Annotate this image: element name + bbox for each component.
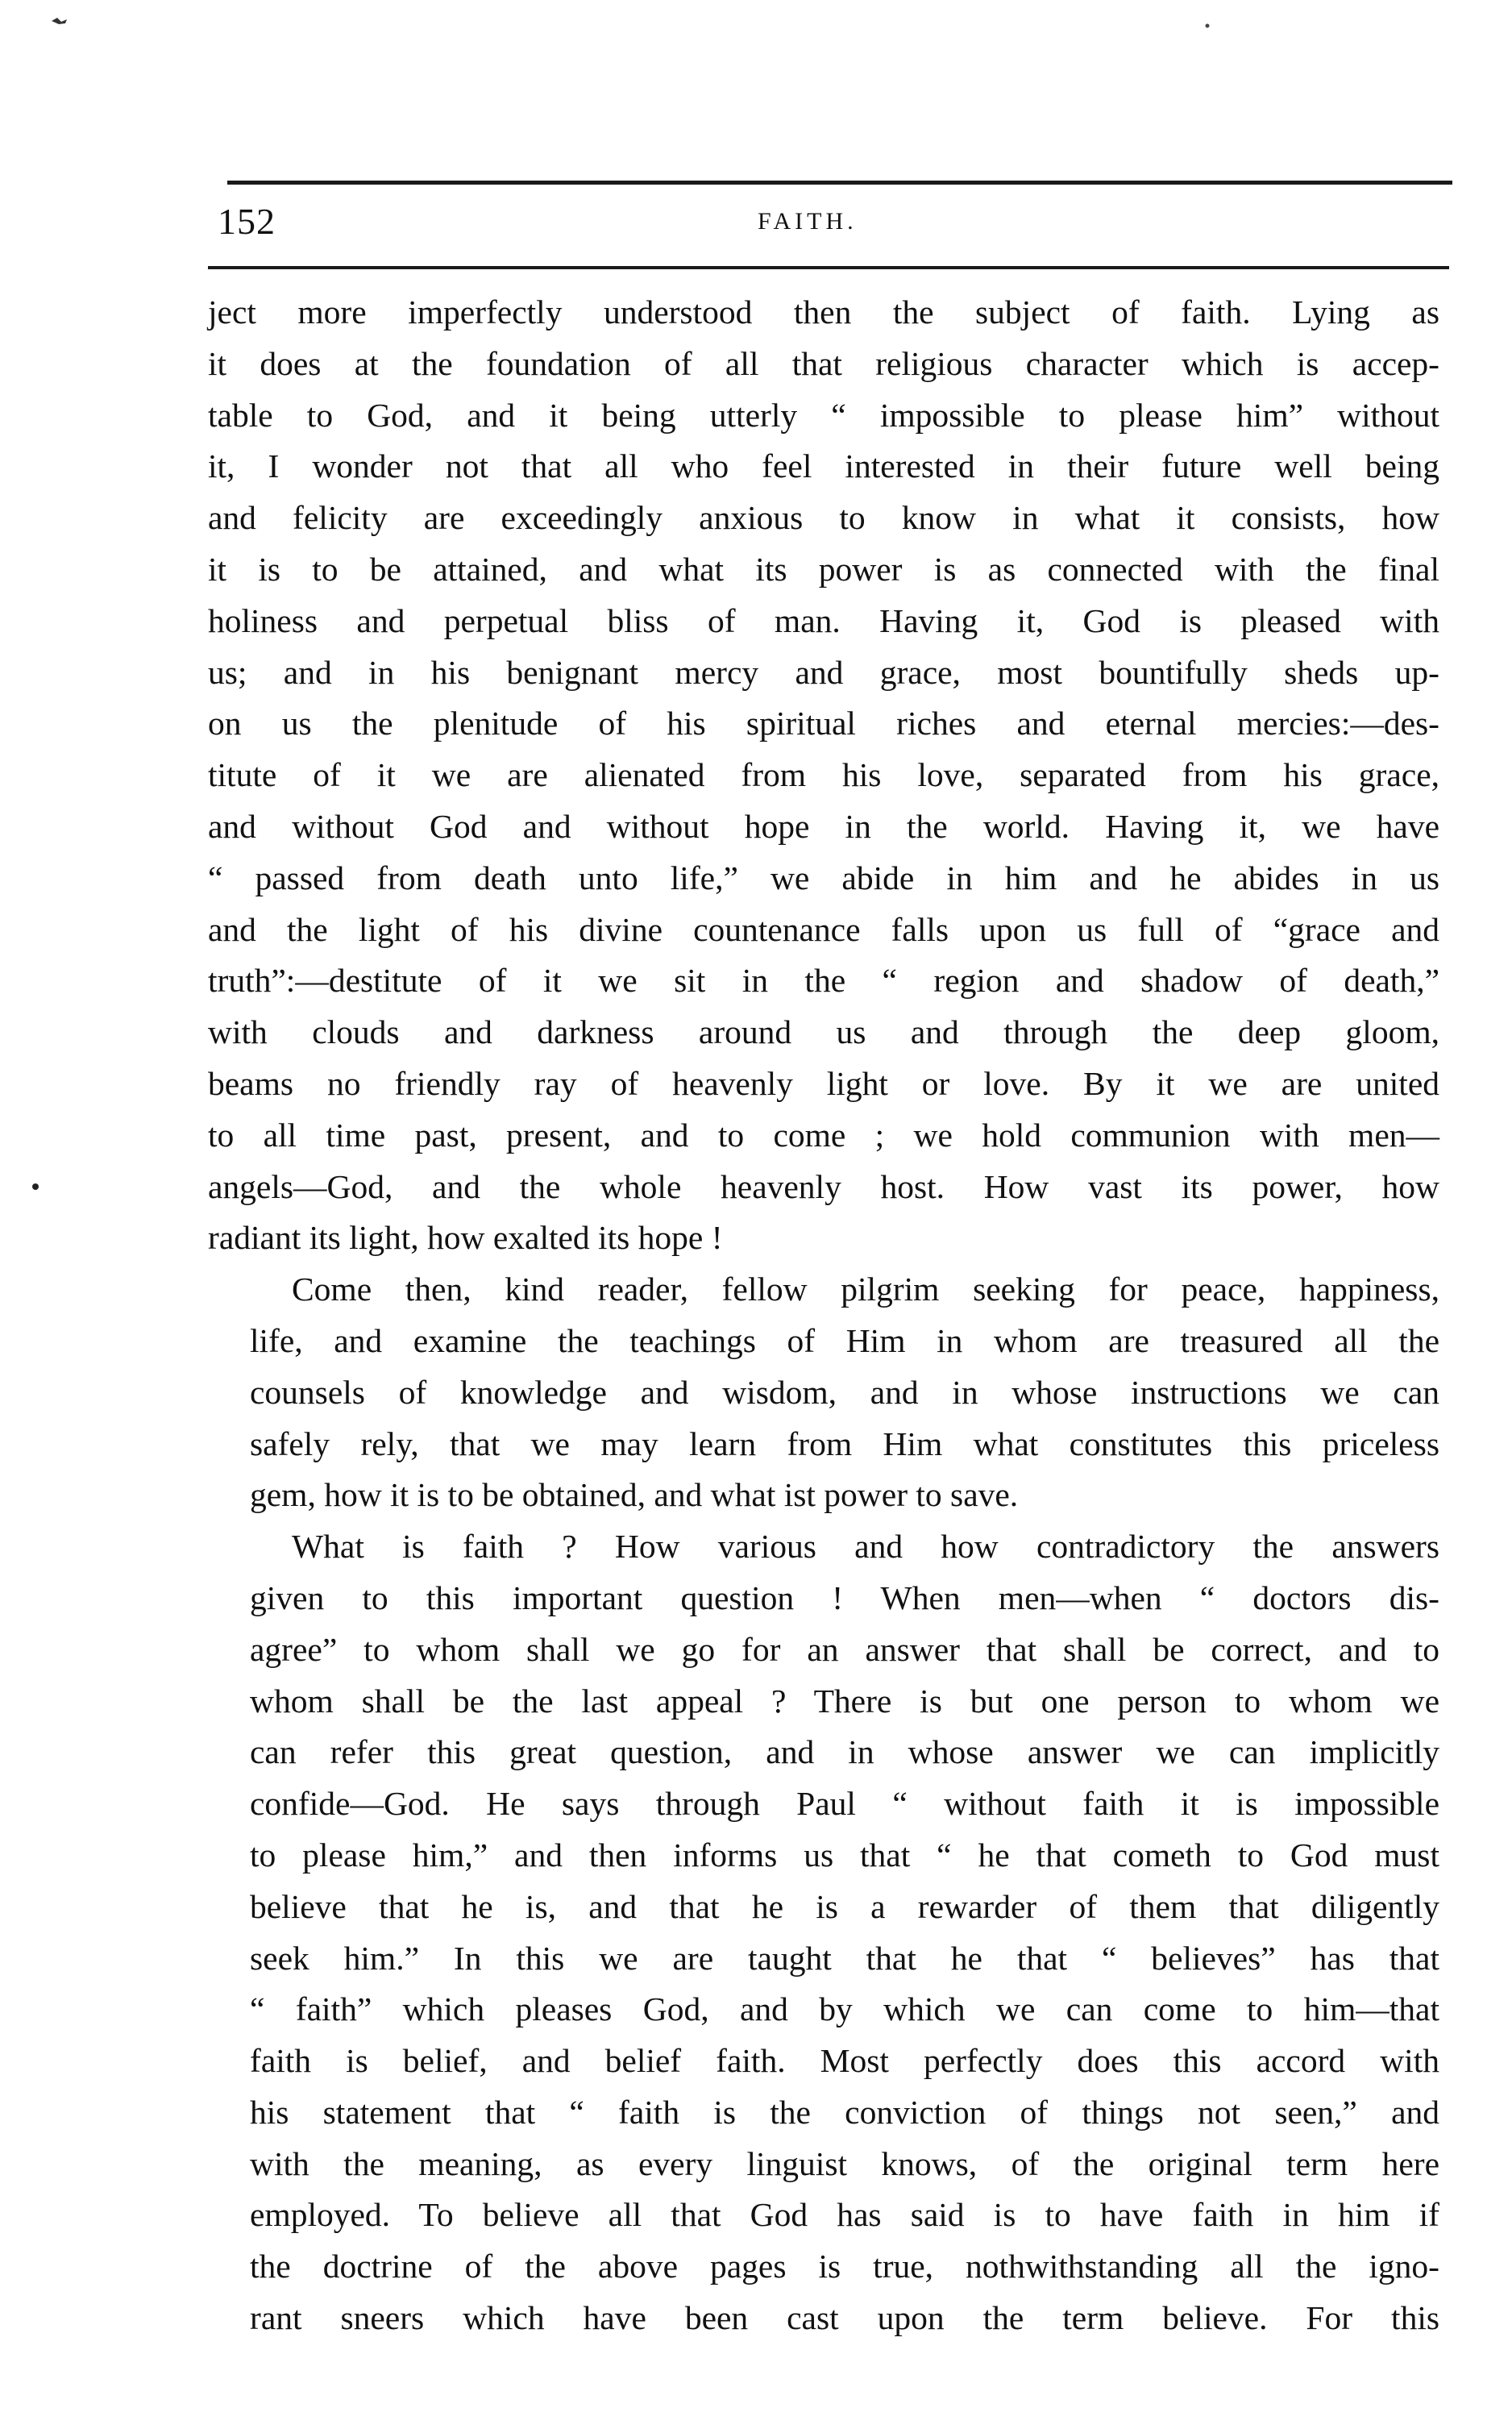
text-line: ject more imperfectly understood then the subject of faith. Lying as bbox=[208, 293, 1439, 331]
ink-speck-top-right bbox=[1204, 23, 1211, 29]
text-line: given to this important question ! When men—when “ doctors dis- bbox=[250, 1578, 1439, 1616]
paragraph-3 bbox=[208, 1521, 1439, 2344]
text-line: rant sneers which have been cast upon the term believe. For this bbox=[250, 2299, 1439, 2337]
text-line: radiant its light, how exalted its hope ! bbox=[208, 1219, 723, 1257]
header-rule-top bbox=[227, 181, 1452, 185]
text-line: believe that he is, and that he is a rewarder of them that diligently bbox=[250, 1887, 1439, 1925]
text-line: with the meaning, as every linguist knows, of the original term here bbox=[250, 2144, 1439, 2182]
text-line: to please him,” and then informs us that “ he that cometh to God must bbox=[250, 1836, 1439, 1874]
text-line: What is faith ? How various and how contradictory the answers bbox=[292, 1528, 1439, 1566]
paragraph-2 bbox=[208, 1264, 1439, 1521]
text-line: titute of it we are alienated from his love, separated from his grace, bbox=[208, 756, 1439, 794]
text-line: and felicity are exceedingly anxious to know in what it consists, how bbox=[208, 499, 1439, 537]
text-line: the doctrine of the above pages is true, nothwithstanding all the igno- bbox=[250, 2248, 1439, 2285]
text-line: can refer this great question, and in whose answer we can implicitly bbox=[250, 1733, 1439, 1771]
text-line: employed. To believe all that God has said is to have faith in him if bbox=[250, 2196, 1439, 2234]
text-line: safely rely, that we may learn from Him what constitutes this priceless bbox=[250, 1424, 1439, 1462]
text-line: and without God and without hope in the world. Having it, we have bbox=[208, 807, 1439, 845]
ink-speck-top-left bbox=[50, 15, 69, 27]
text-line: life, and examine the teachings of Him in whom are treasured all the bbox=[250, 1321, 1439, 1359]
text-line: holiness and perpetual bliss of man. Having it, God is pleased with bbox=[208, 601, 1439, 639]
text-line: on us the plenitude of his spiritual riches and eternal mercies:—des- bbox=[208, 705, 1439, 742]
text-line: us; and in his benignant mercy and grace, most bountifully sheds up- bbox=[208, 653, 1439, 691]
text-line: “ passed from death unto life,” we abide in him and he abides in us bbox=[208, 859, 1439, 896]
text-line: confide—God. He says through Paul “ without faith it is impossible bbox=[250, 1785, 1439, 1823]
text-line: with clouds and darkness around us and through the deep gloom, bbox=[208, 1013, 1439, 1051]
text-line: truth”:—destitute of it we sit in the “ region and shadow of death,” bbox=[208, 962, 1439, 1000]
text-line: beams no friendly ray of heavenly light or love. By it we are united bbox=[208, 1064, 1439, 1102]
running-title: FAITH. bbox=[758, 208, 858, 235]
text-line: to all time past, present, and to come ; we hold communion with men— bbox=[208, 1116, 1439, 1154]
text-line: gem, how it is to be obtained, and what ist power to save. bbox=[250, 1476, 1019, 1514]
paragraph-1 bbox=[208, 287, 1439, 1264]
text-line: angels—God, and the whole heavenly host. How vast its power, how bbox=[208, 1167, 1439, 1205]
text-line: “ faith” which pleases God, and by which we can come to him—that bbox=[250, 1990, 1439, 2028]
ink-speck-left-margin bbox=[31, 1182, 40, 1192]
text-line: Come then, kind reader, fellow pilgrim seeking for peace, happiness, bbox=[292, 1271, 1439, 1308]
header-rule-bottom bbox=[208, 266, 1449, 269]
text-line: his statement that “ faith is the conviction of things not seen,” and bbox=[250, 2093, 1439, 2131]
body-text bbox=[208, 287, 1439, 2344]
text-line: counsels of knowledge and wisdom, and in whose instructions we can bbox=[250, 1373, 1439, 1411]
text-line: it, I wonder not that all who feel interested in their future well being bbox=[208, 447, 1439, 485]
text-line: seek him.” In this we are taught that he that “ believes” has that bbox=[250, 1939, 1439, 1977]
text-line: agree” to whom shall we go for an answer that shall be correct, and to bbox=[250, 1630, 1439, 1668]
text-line: faith is belief, and belief faith. Most perfectly does this accord with bbox=[250, 2042, 1439, 2080]
text-line: it does at the foundation of all that religious character which is accep- bbox=[208, 344, 1439, 382]
text-line: table to God, and it being utterly “ impossible to please him” without bbox=[208, 396, 1439, 434]
text-line: whom shall be the last appeal ? There is but one person to whom we bbox=[250, 1682, 1439, 1720]
text-line: and the light of his divine countenance falls upon us full of “grace and bbox=[208, 910, 1439, 948]
page-number: 152 bbox=[218, 201, 276, 242]
text-line: it is to be attained, and what its power is as connected with the final bbox=[208, 550, 1439, 588]
